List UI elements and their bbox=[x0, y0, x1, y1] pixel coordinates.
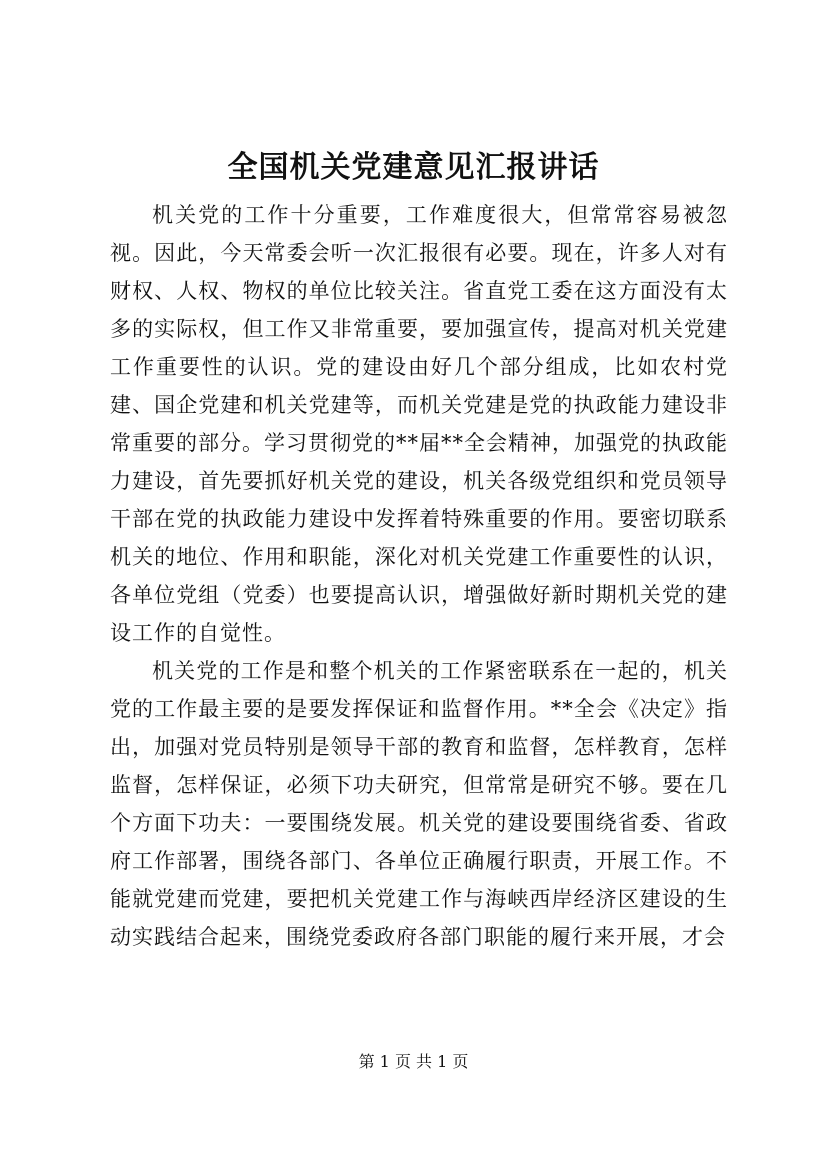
page-footer: 第 1 页 共 1 页 bbox=[358, 1052, 469, 1071]
document-body bbox=[110, 196, 728, 956]
document-title: 全国机关党建意见汇报讲话 bbox=[227, 150, 600, 185]
paragraph-1: 机关党的工作十分重要，工作难度很大，但常常容易被忽视。因此，今天常委会听一次汇报很有必要。现在，许多人对有财权、人权、物权的单位比较关注。省直党工委在这方面没有太多的实际权，但工作又非常重要，要加强宣传，提高对机关党建工作重要性的认识。党的建设由好几个部分组成，比如农村党建、国企党建和机关党建等，而机关党建是党的执政能力建设非常重要的部分。学习贯彻党的**届**全会精神，加强党的执政能力建设，首先要抓好机关党的建设，机关各级党组织和党员领导干部在党的执政能力建设中发挥着特殊重要的作用。要密切联系机关的地位、作用和职能，深化对机关党建工作重要性的认识，各单位党组（党委）也要提高认识，增强做好新时期机关党的建设工作的自觉性。 bbox=[110, 203, 728, 645]
paragraph-2: 机关党的工作是和整个机关的工作紧密联系在一起的，机关党的工作最主要的是要发挥保证和监督作用。**全会《决定》指出，加强对党员特别是领导干部的教育和监督，怎样教育，怎样监督，怎样保证，必须下功夫研究，但常常是研究不够。要在几个方面下功夫：一要围绕发展。机关党的建设要围绕省委、省政府工作部署，围绕各部门、各单位正确履行职责，开展工作。不能就党建而党建，要把机关党建工作与海峡西岸经济区建设的生动实践结合起来，围绕党委政府各部门职能的履行来开展，才会 bbox=[110, 659, 728, 949]
